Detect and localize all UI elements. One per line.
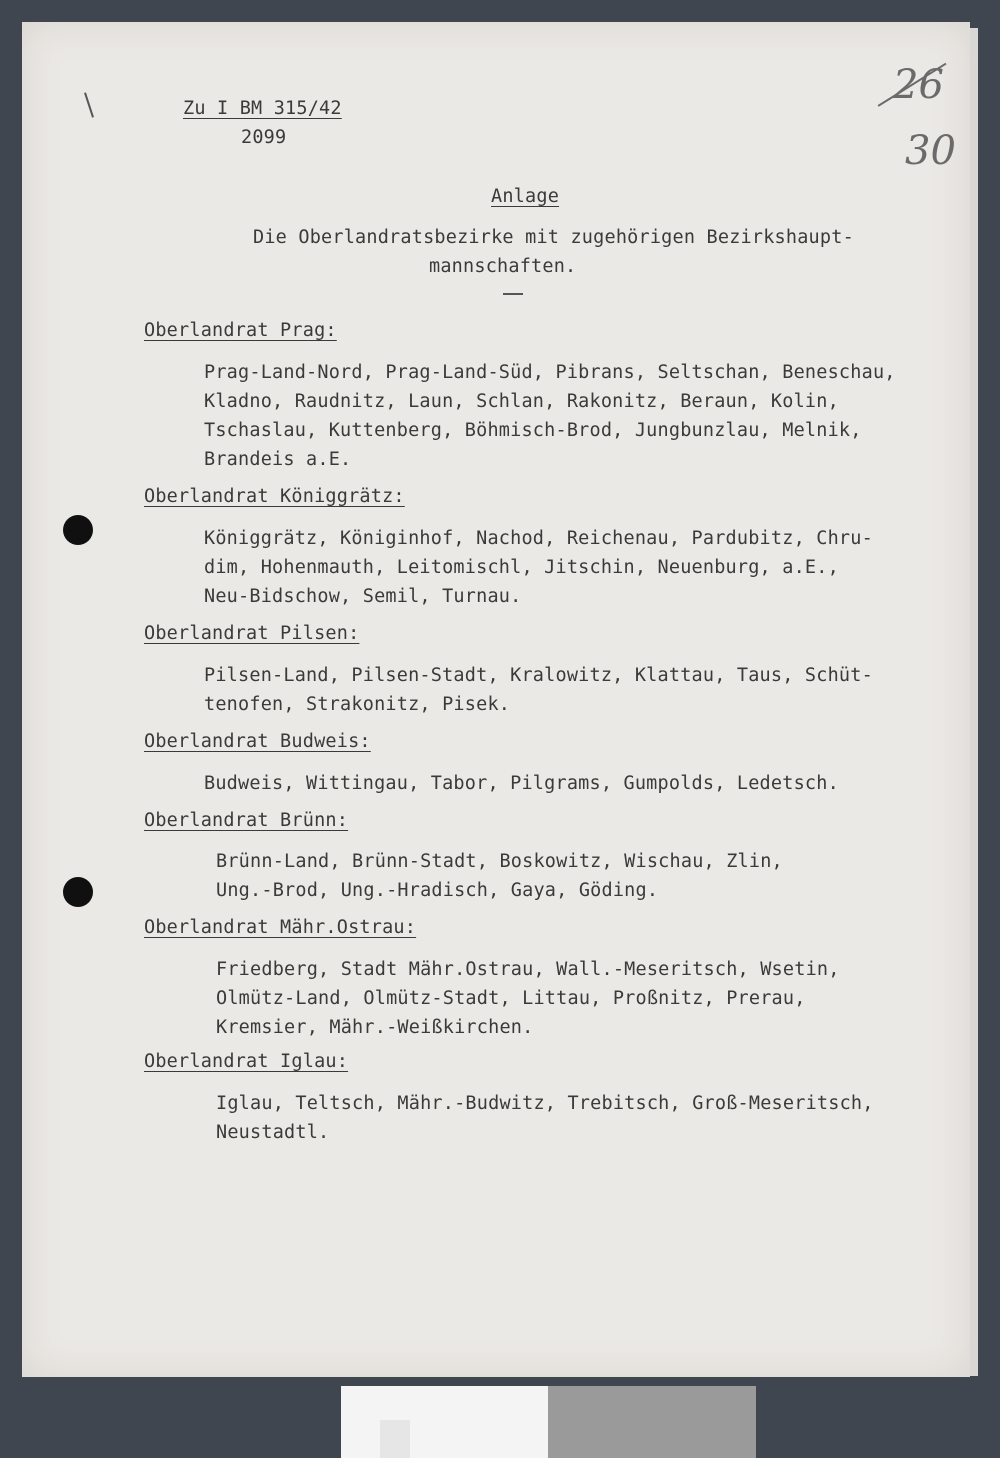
section-line: Kladno, Raudnitz, Laun, Schlan, Rakonitz, Beraun, Kolin,	[204, 391, 839, 412]
section-heading-bruenn: Oberlandrat Brünn:	[144, 810, 349, 831]
section-heading-koeniggraetz: Oberlandrat Königgrätz:	[144, 486, 405, 507]
section-heading-prag: Oberlandrat Prag:	[144, 320, 337, 341]
section-line: Budweis, Wittingau, Tabor, Pilgrams, Gumpolds, Ledetsch.	[204, 773, 839, 794]
section-heading-pilsen: Oberlandrat Pilsen:	[144, 623, 360, 644]
section-line: Brünn-Land, Brünn-Stadt, Boskowitz, Wischau, Zlin,	[216, 851, 783, 872]
separator-dash	[503, 293, 523, 295]
punch-hole-bottom	[63, 877, 93, 907]
reference-number: Zu I BM 315/42	[183, 98, 342, 119]
document-subtitle-line-1: Die Oberlandratsbezirke mit zugehörigen Bezirkshaupt-	[253, 227, 854, 248]
section-heading-budweis: Oberlandrat Budweis:	[144, 731, 371, 752]
section-line: dim, Hohenmauth, Leitomischl, Jitschin, Neuenburg, a.E.,	[204, 557, 839, 578]
punch-hole-top	[63, 515, 93, 545]
section-line: Kremsier, Mähr.-Weißkirchen.	[216, 1017, 534, 1038]
section-line: Neu-Bidschow, Semil, Turnau.	[204, 586, 522, 607]
section-line: Neustadtl.	[216, 1122, 330, 1143]
calibration-strip-gray	[548, 1386, 756, 1458]
section-line: Iglau, Teltsch, Mähr.-Budwitz, Trebitsch, Groß-Meseritsch,	[216, 1093, 874, 1114]
calibration-strip-white	[341, 1386, 548, 1458]
section-heading-maehr-ostrau: Oberlandrat Mähr.Ostrau:	[144, 917, 417, 938]
calibration-strip-shade	[380, 1420, 410, 1458]
section-line: Prag-Land-Nord, Prag-Land-Süd, Pibrans, Seltschan, Beneschau,	[204, 362, 896, 383]
section-heading-iglau: Oberlandrat Iglau:	[144, 1051, 349, 1072]
document-title: Anlage	[491, 186, 560, 207]
section-line: Königgrätz, Königinhof, Nachod, Reichenau, Pardubitz, Chru-	[204, 528, 873, 549]
handwritten-folio-bottom: 30	[905, 128, 956, 174]
section-line: Tschaslau, Kuttenberg, Böhmisch-Brod, Jungbunzlau, Melnik,	[204, 420, 862, 441]
section-line: tenofen, Strakonitz, Pisek.	[204, 694, 511, 715]
section-line: Ung.-Brod, Ung.-Hradisch, Gaya, Göding.	[216, 880, 659, 901]
section-line: Olmütz-Land, Olmütz-Stadt, Littau, Proßnitz, Prerau,	[216, 988, 806, 1009]
handwritten-folio-top: 26	[893, 62, 944, 108]
section-line: Friedberg, Stadt Mähr.Ostrau, Wall.-Meseritsch, Wsetin,	[216, 959, 840, 980]
section-line: Pilsen-Land, Pilsen-Stadt, Kralowitz, Klattau, Taus, Schüt-	[204, 665, 873, 686]
section-line: Brandeis a.E.	[204, 449, 352, 470]
reference-sub-number: 2099	[241, 127, 287, 148]
document-subtitle-line-2: mannschaften.	[429, 256, 577, 277]
